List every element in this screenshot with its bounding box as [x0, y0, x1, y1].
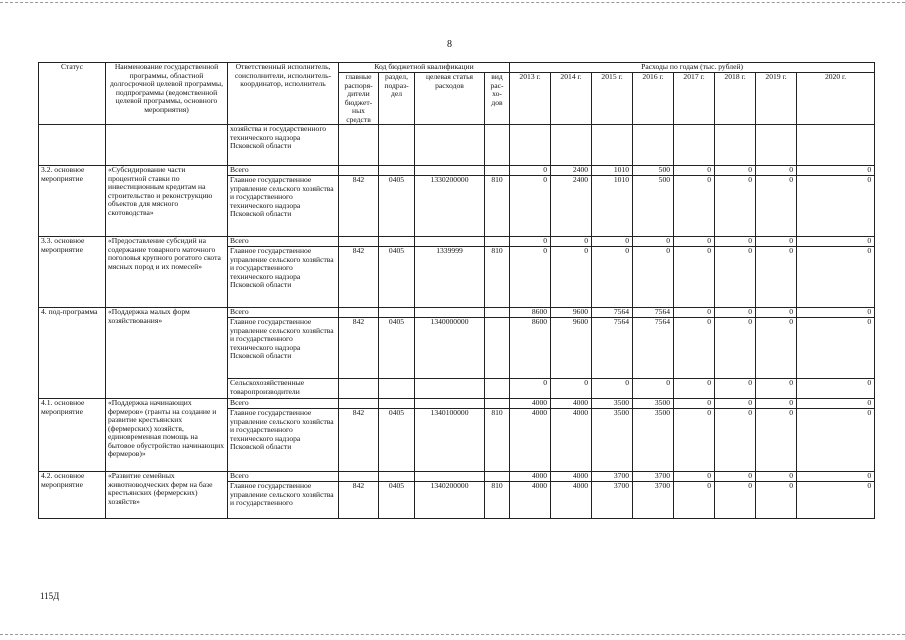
header-executor: Ответственный исполнитель, соисполнители, исполнитель-координатор, исполнитель: [228, 63, 339, 125]
value-cell: 0: [797, 176, 875, 237]
header-grbs: главные распоря-дители бюджет-ных средств: [339, 73, 379, 125]
value-cell: 3700: [592, 472, 633, 482]
value-cell: 0: [756, 472, 797, 482]
value-cell: 9600: [551, 318, 592, 379]
value-cell: 0: [633, 247, 674, 308]
value-cell: 0: [715, 166, 756, 176]
executor-cell: Главное государственное управление сельского хозяйства и государственного технического надзора Псковской области: [228, 247, 339, 308]
value-cell: 7564: [633, 318, 674, 379]
value-cell: 4000: [551, 472, 592, 482]
value-cell: 3500: [592, 409, 633, 472]
value-cell: 3700: [633, 482, 674, 519]
header-year-2013: 2013 г.: [510, 73, 551, 125]
value-cell: 4000: [510, 409, 551, 472]
value-cell: 0: [756, 409, 797, 472]
value-cell: [674, 125, 715, 166]
value-cell: 4000: [551, 482, 592, 519]
value-cell: 500: [633, 166, 674, 176]
value-cell: 0: [551, 379, 592, 399]
value-cell: 0: [674, 399, 715, 409]
value-cell: 0: [715, 318, 756, 379]
grbs-cell: 842: [339, 318, 379, 379]
value-cell: 0: [756, 318, 797, 379]
value-cell: 0: [715, 482, 756, 519]
value-cell: 0: [674, 379, 715, 399]
document-code: 115Д: [40, 591, 60, 601]
status-cell: 4.1. основное мероприятие: [39, 399, 106, 472]
header-budget-code-group: Код бюджетной квалификации: [339, 63, 510, 73]
value-cell: 0: [674, 247, 715, 308]
value-cell: 4000: [510, 472, 551, 482]
grbs-cell: [339, 472, 379, 482]
value-cell: [510, 125, 551, 166]
page-number: 8: [447, 39, 452, 50]
header-year-2015: 2015 г.: [592, 73, 633, 125]
value-cell: [756, 125, 797, 166]
value-cell: [551, 125, 592, 166]
program-name-cell: «Поддержка малых форм хозяйствования»: [106, 308, 228, 399]
executor-cell: Всего: [228, 166, 339, 176]
header-expenses-group: Расходы по годам (тыс. рублей): [510, 63, 875, 73]
target-cell: [415, 125, 485, 166]
value-cell: 0: [756, 308, 797, 318]
value-cell: 0: [715, 247, 756, 308]
value-cell: 0: [510, 237, 551, 247]
value-cell: 0: [674, 166, 715, 176]
program-name-cell: [106, 125, 228, 166]
executor-cell: Главное государственное управление сельского хозяйства и государственного: [228, 482, 339, 519]
value-cell: 0: [797, 472, 875, 482]
value-cell: 0: [756, 247, 797, 308]
value-cell: 0: [797, 399, 875, 409]
value-cell: 0: [756, 166, 797, 176]
executor-cell: хозяйства и государственного технического надзора Псковской области: [228, 125, 339, 166]
table-row: [39, 237, 875, 247]
expense-type-cell: [485, 166, 510, 176]
value-cell: 4000: [551, 399, 592, 409]
executor-cell: Главное государственное управление сельского хозяйства и государственного технического надзора Псковской области: [228, 409, 339, 472]
status-cell: 3.3. основное мероприятие: [39, 237, 106, 308]
section-cell: [379, 472, 415, 482]
value-cell: 3500: [592, 399, 633, 409]
value-cell: 8600: [510, 318, 551, 379]
expense-type-cell: [485, 399, 510, 409]
value-cell: 0: [551, 237, 592, 247]
header-expense-type: вид рас-хо-дов: [485, 73, 510, 125]
target-cell: 1339999: [415, 247, 485, 308]
value-cell: 2400: [551, 166, 592, 176]
section-cell: [379, 379, 415, 399]
bottom-scan-edge: [0, 634, 905, 635]
value-cell: 8600: [510, 308, 551, 318]
header-name: Наименование государственной программы, областной долгосрочной целевой программы, подпрограммы (ведомственной целевой программы, основного мероприятия): [106, 63, 228, 125]
value-cell: 0: [756, 237, 797, 247]
header-year-2019: 2019 г.: [756, 73, 797, 125]
value-cell: 0: [715, 409, 756, 472]
value-cell: 0: [510, 379, 551, 399]
status-cell: 4.2. основное мероприятие: [39, 472, 106, 519]
value-cell: 0: [756, 482, 797, 519]
budget-table: [38, 62, 875, 519]
table-row: [39, 399, 875, 409]
value-cell: 0: [674, 482, 715, 519]
value-cell: 0: [633, 237, 674, 247]
target-cell: [415, 237, 485, 247]
section-cell: [379, 125, 415, 166]
header-target: целевая статья расходов: [415, 73, 485, 125]
grbs-cell: 842: [339, 247, 379, 308]
target-cell: [415, 472, 485, 482]
grbs-cell: 842: [339, 482, 379, 519]
value-cell: 0: [592, 247, 633, 308]
value-cell: 0: [715, 237, 756, 247]
value-cell: 0: [715, 399, 756, 409]
grbs-cell: [339, 125, 379, 166]
target-cell: [415, 166, 485, 176]
expense-type-cell: 810: [485, 176, 510, 237]
value-cell: 0: [797, 308, 875, 318]
status-cell: [39, 125, 106, 166]
value-cell: 0: [551, 247, 592, 308]
value-cell: 0: [756, 176, 797, 237]
value-cell: 0: [715, 379, 756, 399]
grbs-cell: 842: [339, 176, 379, 237]
value-cell: 0: [592, 237, 633, 247]
grbs-cell: [339, 308, 379, 318]
value-cell: 0: [510, 176, 551, 237]
value-cell: 0: [715, 472, 756, 482]
target-cell: [415, 308, 485, 318]
program-name-cell: «Субсидирование части процентной ставки по инвестиционным кредитам на строительство и реконструкцию объектов для мясного скотоводства»: [106, 166, 228, 237]
value-cell: [633, 125, 674, 166]
value-cell: 0: [674, 472, 715, 482]
value-cell: 0: [633, 379, 674, 399]
status-cell: 4. под-программа: [39, 308, 106, 399]
value-cell: 0: [674, 237, 715, 247]
value-cell: 0: [674, 318, 715, 379]
value-cell: 0: [715, 176, 756, 237]
value-cell: 0: [756, 379, 797, 399]
expense-type-cell: [485, 125, 510, 166]
value-cell: 0: [674, 308, 715, 318]
section-cell: 0405: [379, 409, 415, 472]
target-cell: 1330200000: [415, 176, 485, 237]
value-cell: 0: [510, 166, 551, 176]
grbs-cell: [339, 237, 379, 247]
value-cell: 1010: [592, 176, 633, 237]
value-cell: 3500: [633, 399, 674, 409]
section-cell: [379, 399, 415, 409]
value-cell: 0: [797, 379, 875, 399]
value-cell: 0: [797, 247, 875, 308]
value-cell: 4000: [510, 482, 551, 519]
value-cell: 0: [797, 409, 875, 472]
expense-type-cell: [485, 308, 510, 318]
value-cell: [592, 125, 633, 166]
table-row: [39, 125, 875, 166]
value-cell: 0: [674, 176, 715, 237]
value-cell: 4000: [510, 399, 551, 409]
status-cell: 3.2. основное мероприятие: [39, 166, 106, 237]
value-cell: 7564: [592, 318, 633, 379]
value-cell: 0: [797, 166, 875, 176]
value-cell: [715, 125, 756, 166]
expense-type-cell: [485, 318, 510, 379]
executor-cell: Главное государственное управление сельского хозяйства и государственного технического надзора Псковской области: [228, 176, 339, 237]
value-cell: 0: [797, 237, 875, 247]
value-cell: 9600: [551, 308, 592, 318]
target-cell: [415, 399, 485, 409]
section-cell: 0405: [379, 247, 415, 308]
value-cell: 0: [510, 247, 551, 308]
header-year-2014: 2014 г.: [551, 73, 592, 125]
program-name-cell: «Поддержка начинающих фермеров» (гранты на создание и развитие крестьянских (фермерских) хозяйств, единовременная помощь на бытовое обустройство начинающих фермеров)»: [106, 399, 228, 472]
section-cell: 0405: [379, 318, 415, 379]
section-cell: [379, 308, 415, 318]
target-cell: 1340200000: [415, 482, 485, 519]
header-section: раздел, подраз-дел: [379, 73, 415, 125]
table-row: [39, 308, 875, 318]
target-cell: [415, 379, 485, 399]
grbs-cell: [339, 399, 379, 409]
section-cell: 0405: [379, 482, 415, 519]
value-cell: 1010: [592, 166, 633, 176]
table-row: [39, 166, 875, 176]
executor-cell: Всего: [228, 237, 339, 247]
header-year-2016: 2016 г.: [633, 73, 674, 125]
table-row: [39, 472, 875, 482]
grbs-cell: [339, 379, 379, 399]
value-cell: 0: [797, 482, 875, 519]
section-cell: [379, 237, 415, 247]
header-status: Статус: [39, 63, 106, 125]
value-cell: [797, 125, 875, 166]
expense-type-cell: [485, 379, 510, 399]
value-cell: 2400: [551, 176, 592, 237]
value-cell: 3700: [592, 482, 633, 519]
value-cell: 0: [674, 409, 715, 472]
expense-type-cell: 810: [485, 247, 510, 308]
grbs-cell: 842: [339, 409, 379, 472]
program-name-cell: «Предоставление субсидий на содержание товарного маточного поголовья крупного рогатого скота мясных пород и их помесей»: [106, 237, 228, 308]
program-name-cell: «Развитие семейных животноводческих ферм на базе крестьянских (фермерских) хозяйств»: [106, 472, 228, 519]
header-year-2017: 2017 г.: [674, 73, 715, 125]
executor-cell: Всего: [228, 472, 339, 482]
executor-cell: Главное государственное управление сельского хозяйства и государственного технического надзора Псковской области: [228, 318, 339, 379]
value-cell: 7564: [592, 308, 633, 318]
value-cell: 4000: [551, 409, 592, 472]
section-cell: [379, 166, 415, 176]
value-cell: 7564: [633, 308, 674, 318]
target-cell: 1340100000: [415, 409, 485, 472]
expense-type-cell: [485, 237, 510, 247]
target-cell: 1340000000: [415, 318, 485, 379]
value-cell: 0: [797, 318, 875, 379]
value-cell: 3700: [633, 472, 674, 482]
value-cell: 0: [715, 308, 756, 318]
value-cell: 3500: [633, 409, 674, 472]
expense-type-cell: 810: [485, 482, 510, 519]
executor-cell: Сельскохозяйственные товаропроизводители: [228, 379, 339, 399]
section-cell: 0405: [379, 176, 415, 237]
header-year-2020: 2020 г.: [797, 73, 875, 125]
header-year-2018: 2018 г.: [715, 73, 756, 125]
executor-cell: Всего: [228, 399, 339, 409]
expense-type-cell: 810: [485, 409, 510, 472]
top-scan-edge: [0, 2, 905, 3]
executor-cell: Всего: [228, 308, 339, 318]
value-cell: 0: [592, 379, 633, 399]
expense-type-cell: [485, 472, 510, 482]
grbs-cell: [339, 166, 379, 176]
value-cell: 0: [756, 399, 797, 409]
value-cell: 500: [633, 176, 674, 237]
